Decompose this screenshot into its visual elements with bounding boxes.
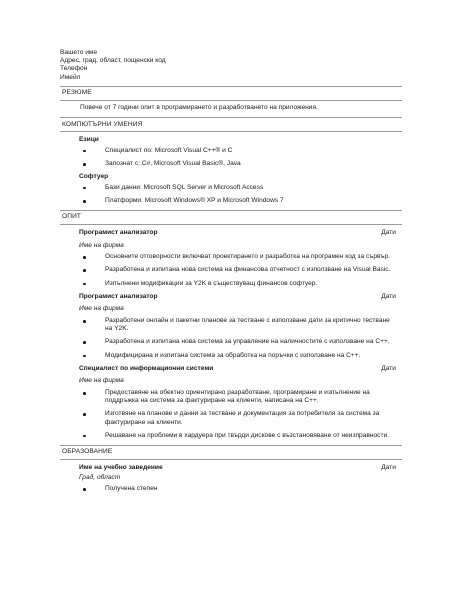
list-item: Разработена и изпитана нова система за управление на наличностите с използване на C++. [79, 338, 398, 346]
list-item: Изготвяне на планове и данни за тестване и документация за потребителя за система за фактуриране на клиенти. [79, 410, 398, 426]
phone-line: Телефон [60, 65, 88, 73]
school-dates: Дати [381, 463, 396, 471]
job-duties-list [79, 253, 398, 288]
school-header [79, 464, 398, 473]
company-name: Име на фирма [79, 241, 124, 249]
list-item: Специалист по: Microsoft Visual C++® и C [79, 147, 398, 155]
job-header [79, 293, 398, 302]
name-line: Вашето име [60, 49, 98, 56]
skills-body [60, 136, 402, 205]
list-item: Разработена и изпитана нова система на финансова отчетност с използване на Visual Basic. [79, 266, 398, 274]
summary-heading: РЕЗЮМЕ [60, 86, 402, 101]
company-name: Име на фирма [79, 377, 124, 385]
education-heading: ОБРАЗОВАНИЕ [60, 445, 402, 460]
experience-body [60, 229, 402, 440]
skills-list [79, 184, 398, 205]
resume-page [60, 49, 402, 498]
summary-text: Повече от 7 години опит в програмирането и разработването на приложения. [80, 103, 318, 111]
skills-group-title: Езици [79, 136, 99, 144]
job-title: Програмист анализатор [79, 229, 158, 237]
list-item: Получена степен [79, 485, 398, 493]
job-duties-list [79, 389, 398, 440]
job-duties-list [79, 317, 398, 360]
job-header [79, 229, 398, 238]
job-title: Програмист анализатор [79, 292, 158, 300]
school-location: Град, област [79, 474, 121, 482]
list-item: Изпълнени модификации за Y2K в съществуващ финансов софтуер. [79, 280, 398, 288]
school-name: Име на учебно заведение [79, 463, 163, 471]
list-item: Модифицирана и изпитана система за обработка на поръчки с използване на C++. [79, 352, 398, 360]
job-dates: Дати [381, 364, 396, 372]
job-title: Специалист по информационни системи [79, 364, 214, 372]
list-item: Запознат с: C#, Microsoft Visual Basic®, Java [79, 160, 398, 168]
degree-list [79, 485, 398, 493]
job-dates: Дати [381, 229, 396, 237]
skills-list [79, 147, 398, 168]
experience-heading: ОПИТ [60, 210, 402, 225]
job-header [79, 365, 398, 374]
list-item: Разработени онлайн и пакетни планове за тестване с използване дати за критично тестване на Y2K. [79, 317, 398, 333]
skills-group-title: Софтуер [79, 173, 109, 181]
list-item: Платформи: Microsoft Windows® XP и Microsoft Windows 7 [79, 197, 398, 205]
email-line: Имейл [60, 73, 81, 81]
education-body [60, 464, 402, 493]
list-item: Предоставяне на обектно ориентирано разработване, програмиране и изпълнение на поддръжка на система за фактуриране на клиенти, написана на C++. [79, 389, 398, 405]
job-dates: Дати [381, 292, 396, 300]
address-line: Адрес, град, област, пощенски код [60, 57, 166, 65]
list-item: Бази данни: Microsoft SQL Server и Microsoft Access [79, 184, 398, 192]
list-item: Основните отговорности включват проектирането и разработка на програмен код за сървър. [79, 253, 398, 261]
company-name: Име на фирма [79, 305, 124, 313]
contact-block [60, 49, 402, 82]
list-item: Решаване на проблеми в хардуера при твърди дискове с възстановяване от неизправности. [79, 432, 398, 440]
skills-heading: КОМПЮТЪРНИ УМЕНИЯ [60, 117, 402, 132]
